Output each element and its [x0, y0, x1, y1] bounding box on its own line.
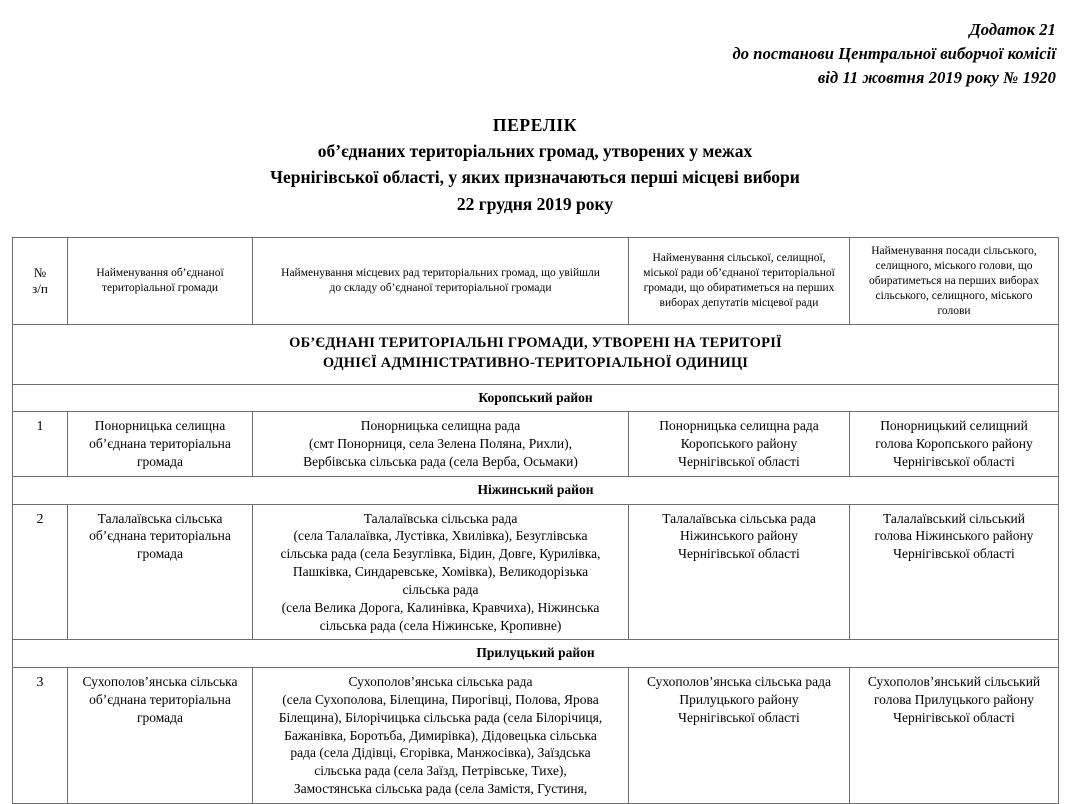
table-header-row [13, 237, 1059, 325]
row-community-name: Понорницька селищна об’єднана територіальна громада [68, 412, 253, 476]
table-row [13, 412, 1059, 476]
appendix-header-line-2: до постанови Центральної виборчої комісії [732, 43, 1056, 63]
table-container [0, 237, 1070, 804]
table-row [13, 504, 1059, 640]
row-head-position: Сухополов’янський сільський голова Прилуцького району Чернігівської області [850, 668, 1059, 804]
column-header-community-name: Найменування об’єднаної територіальної громади [68, 237, 253, 325]
row-council-name: Понорницька селищна рада Коропського району Чернігівської області [629, 412, 850, 476]
communities-table [12, 237, 1059, 804]
appendix-header-line-3: від 11 жовтня 2019 року № 1920 [817, 67, 1056, 87]
title-line-2: об’єднаних територіальних громад, утворених у межах [317, 141, 753, 162]
district-name-nizhyn: Ніжинський район [13, 476, 1059, 504]
row-number: 1 [13, 412, 68, 476]
appendix-header-line-1: Додаток 21 [969, 20, 1056, 39]
column-header-head-position: Найменування посади сільського, селищного, міського голови, що обиратиметься на перших виборах сільського, селищного, міського голови [850, 237, 1059, 325]
district-name-pryluky: Прилуцький район [13, 640, 1059, 668]
district-header-row [13, 384, 1059, 412]
row-head-position: Понорницький селищний голова Коропського району Чернігівської області [850, 412, 1059, 476]
appendix-header [0, 0, 1070, 90]
row-community-name: Сухополов’янська сільська об’єднана територіальна громада [68, 668, 253, 804]
column-header-number [13, 237, 68, 325]
row-number: 2 [13, 504, 68, 640]
column-header-number-lines: № з/п [32, 264, 48, 297]
row-local-councils: Талалаївська сільська рада (села Талалаївка, Лустівка, Хвилівка), Безуглівська сільська рада (села Безуглівка, Бідин, Довге, Курилівка, Пашківка, Синдаревське, Хомівка), Великодорізька сільська рада (села Велика Дорога, Калинівка, Кравчиха), Ніжинська сільська рада (села Ніжинське, Кропивне) [253, 504, 629, 640]
section-band-row [13, 325, 1059, 384]
row-council-name: Сухополов’янська сільська рада Прилуцького району Чернігівської області [629, 668, 850, 804]
title-line-1: ПЕРЕЛІК [492, 114, 578, 135]
title-line-4: 22 грудня 2019 року [456, 193, 614, 214]
row-head-position: Талалаївський сільський голова Ніжинського району Чернігівської області [850, 504, 1059, 640]
row-community-name: Талалаївська сільська об’єднана територіальна громада [68, 504, 253, 640]
row-council-name: Талалаївська сільська рада Ніжинського району Чернігівської області [629, 504, 850, 640]
district-name-korop: Коропський район [13, 384, 1059, 412]
title-line-3: Чернігівської області, у яких призначаються перші місцеві вибори [270, 167, 800, 188]
district-header-row [13, 476, 1059, 504]
section-band: ОБ’ЄДНАНІ ТЕРИТОРІАЛЬНІ ГРОМАДИ, УТВОРЕНІ НА ТЕРИТОРІЇ ОДНІЄЇ АДМІНІСТРАТИВНО-ТЕРИТОРІАЛЬНОЇ ОДИНИЦІ [13, 325, 1059, 384]
page-title [0, 112, 1070, 217]
column-header-local-councils: Найменування місцевих рад територіальних громад, що увійшли до складу об’єднаної територіальної громади [253, 237, 629, 325]
column-header-council-name: Найменування сільської, селищної, міської ради об’єднаної територіальної громади, що обиратиметься на перших виборах депутатів місцевої ради [629, 237, 850, 325]
row-local-councils: Понорницька селищна рада (смт Понорниця, села Зелена Поляна, Рихли), Вербівська сільська рада (села Верба, Осьмаки) [253, 412, 629, 476]
row-number: 3 [13, 668, 68, 804]
row-local-councils: Сухополов’янська сільська рада (села Сухополова, Білещина, Пирогівці, Полова, Ярова Білещина), Білорічицька сільська рада (села Білорічиця, Бажанівка, Боротьба, Димирівка), Дідовецька сільська рада (села Дідівці, Єгорівка, Манжосівка), Заїздська сільська рада (села Заїзд, Петрівське, Тихе), Замостянська сільська рада (села Замістя, Густиня, [253, 668, 629, 804]
district-header-row [13, 640, 1059, 668]
table-row [13, 668, 1059, 804]
